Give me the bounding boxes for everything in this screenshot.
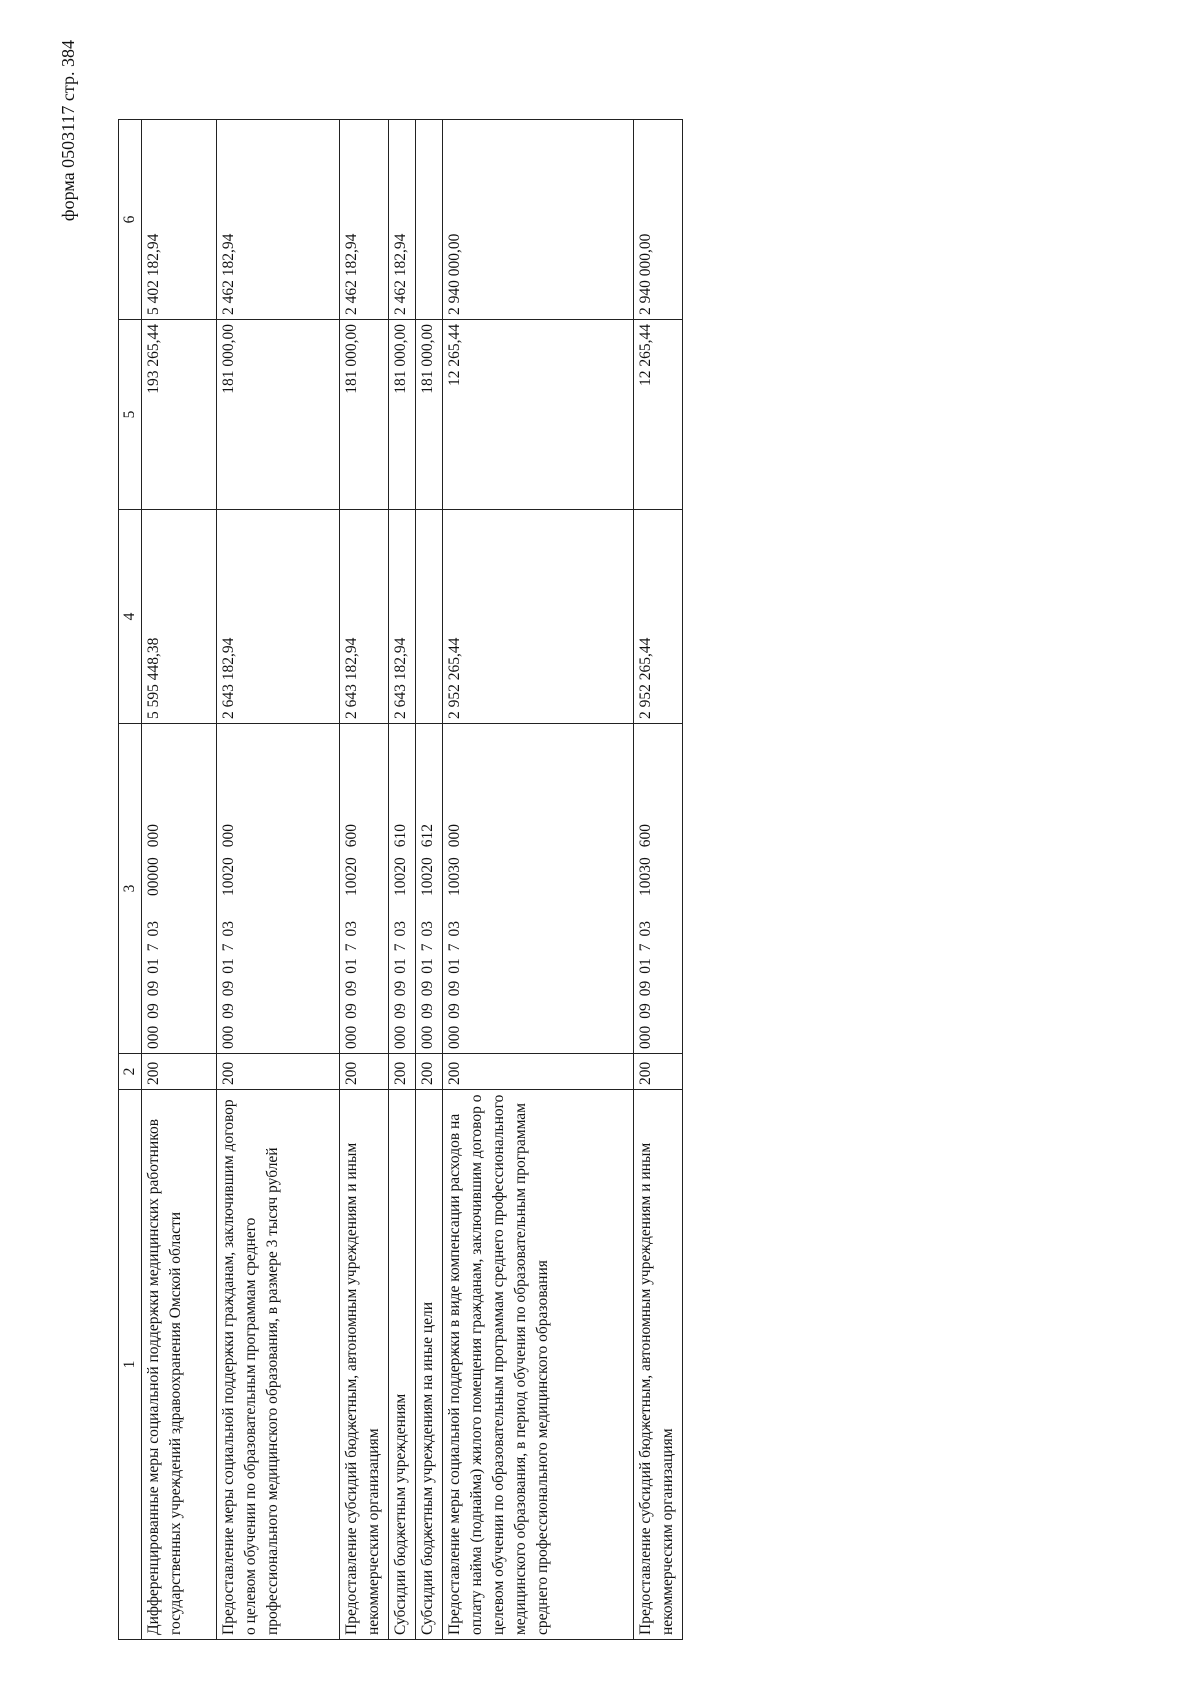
row-line-code: 200 <box>340 1054 389 1090</box>
row-unexecuted-amount: 5 402 182,94 <box>142 120 217 320</box>
budget-code-part: 09 <box>145 1003 162 1019</box>
budget-code-part: 03 <box>419 921 436 937</box>
row-approved-amount: 5 595 448,38 <box>142 510 217 724</box>
budget-code-part: 03 <box>392 921 409 937</box>
budget-code-part: 600 <box>343 824 360 848</box>
row-budget-code <box>416 724 443 1054</box>
budget-code-part: 09 <box>446 1003 463 1019</box>
budget-code-part: 000 <box>343 1025 360 1049</box>
budget-code-part: 7 <box>392 943 409 952</box>
column-number-row <box>119 120 142 1640</box>
budget-code-part: 03 <box>145 921 162 937</box>
row-budget-code <box>217 724 340 1054</box>
budget-code-part: 7 <box>145 943 162 952</box>
report-table-rotated <box>118 120 758 1640</box>
row-budget-code <box>142 724 217 1054</box>
table-row <box>443 120 634 1640</box>
row-name: Предоставление меры социальной поддержки в виде компенсации расходов на оплату найма (поднайма) жилого помещения гражданам, заключившим договор о целевом обучении по образовательным программам среднего профессионального медицинского образования, в период обучения по образовательным программам среднего профессионального медицинского образования <box>443 1090 634 1640</box>
budget-code-part: 09 <box>637 1003 654 1019</box>
budget-code-part: 7 <box>637 943 654 952</box>
row-executed-amount: 12 265,44 <box>443 320 634 510</box>
budget-code-part: 09 <box>220 980 237 997</box>
column-header-4: 4 <box>119 510 142 724</box>
budget-code-part: 01 <box>392 958 409 974</box>
row-unexecuted-amount <box>416 120 443 320</box>
row-approved-amount: 2 643 182,94 <box>340 510 389 724</box>
row-line-code: 200 <box>634 1054 683 1090</box>
row-unexecuted-amount: 2 462 182,94 <box>340 120 389 320</box>
row-executed-amount: 181 000,00 <box>340 320 389 510</box>
budget-code-part: 01 <box>343 958 360 974</box>
row-approved-amount: 2 952 265,44 <box>443 510 634 724</box>
budget-code-part: 000 <box>637 1025 654 1049</box>
budget-code-part: 09 <box>392 980 409 997</box>
budget-code-part: 01 <box>446 958 463 974</box>
budget-code-part: 09 <box>446 980 463 997</box>
row-name: Предоставление субсидий бюджетным, автономным учреждениям и иным некоммерческим организациям <box>634 1090 683 1640</box>
budget-code-part: 7 <box>446 943 463 952</box>
row-unexecuted-amount: 2 940 000,00 <box>634 120 683 320</box>
budget-code-part: 09 <box>220 1003 237 1019</box>
budget-code-part: 01 <box>220 958 237 974</box>
budget-code-part: 09 <box>419 1003 436 1019</box>
budget-code-part: 09 <box>419 980 436 997</box>
budget-code-part: 000 <box>446 1025 463 1049</box>
budget-code-part: 000 <box>392 1025 409 1049</box>
budget-code-part: 10020 <box>220 857 237 896</box>
row-unexecuted-amount: 2 940 000,00 <box>443 120 634 320</box>
budget-code-part: 09 <box>343 1003 360 1019</box>
table-row <box>416 120 443 1640</box>
budget-code-part: 000 <box>419 1025 436 1049</box>
page-header <box>48 40 88 260</box>
budget-code-part: 000 <box>145 1025 162 1049</box>
table-row <box>389 120 416 1640</box>
budget-code-part: 09 <box>392 1003 409 1019</box>
table-row <box>142 120 217 1640</box>
budget-code-part: 610 <box>392 824 409 848</box>
budget-code-part: 01 <box>145 958 162 974</box>
row-line-code: 200 <box>416 1054 443 1090</box>
row-name: Субсидии бюджетным учреждениям на иные цели <box>416 1090 443 1640</box>
table-row <box>340 120 389 1640</box>
budget-code-part: 10030 <box>446 857 463 896</box>
budget-code-part: 10020 <box>343 857 360 896</box>
row-budget-code <box>340 724 389 1054</box>
budget-code-part: 10020 <box>419 857 436 896</box>
row-executed-amount: 181 000,00 <box>389 320 416 510</box>
budget-code-part: 03 <box>343 921 360 937</box>
row-budget-code <box>634 724 683 1054</box>
row-name: Предоставление меры социальной поддержки гражданам, заключившим договор о целевом обучении по образовательным программам среднего профессионального медицинского образования, в размере 3 тысяч рублей <box>217 1090 340 1640</box>
budget-code-part: 09 <box>637 980 654 997</box>
row-name: Предоставление субсидий бюджетным, автономным учреждениям и иным некоммерческим организациям <box>340 1090 389 1640</box>
budget-code-part: 000 <box>446 824 463 848</box>
row-name: Дифференцированные меры социальной поддержки медицинских работников государственных учреждений здравоохранения Омской области <box>142 1090 217 1640</box>
report-table-container <box>118 120 758 1640</box>
column-header-3: 3 <box>119 724 142 1054</box>
budget-code-part: 03 <box>446 921 463 937</box>
column-header-6: 6 <box>119 120 142 320</box>
budget-code-part: 03 <box>637 921 654 937</box>
budget-code-part: 01 <box>419 958 436 974</box>
budget-code-part: 10030 <box>637 857 654 896</box>
row-approved-amount <box>416 510 443 724</box>
budget-code-part: 03 <box>220 921 237 937</box>
row-approved-amount: 2 643 182,94 <box>217 510 340 724</box>
column-header-2: 2 <box>119 1054 142 1090</box>
column-header-1: 1 <box>119 1090 142 1640</box>
report-table <box>118 119 683 1640</box>
row-budget-code <box>389 724 416 1054</box>
row-line-code: 200 <box>443 1054 634 1090</box>
row-line-code: 200 <box>217 1054 340 1090</box>
row-approved-amount: 2 952 265,44 <box>634 510 683 724</box>
row-executed-amount: 12 265,44 <box>634 320 683 510</box>
row-executed-amount: 193 265,44 <box>142 320 217 510</box>
budget-code-part: 600 <box>637 824 654 848</box>
row-executed-amount: 181 000,00 <box>217 320 340 510</box>
budget-code-part: 10020 <box>392 857 409 896</box>
row-executed-amount: 181 000,00 <box>416 320 443 510</box>
form-label: форма 0503117 стр. 384 <box>58 40 78 222</box>
row-budget-code <box>443 724 634 1054</box>
row-line-code: 200 <box>389 1054 416 1090</box>
row-approved-amount: 2 643 182,94 <box>389 510 416 724</box>
table-row <box>217 120 340 1640</box>
budget-code-part: 7 <box>419 943 436 952</box>
budget-code-part: 09 <box>145 980 162 997</box>
budget-code-part: 09 <box>343 980 360 997</box>
row-unexecuted-amount: 2 462 182,94 <box>217 120 340 320</box>
budget-code-part: 7 <box>220 943 237 952</box>
budget-code-part: 000 <box>220 824 237 848</box>
table-row <box>634 120 683 1640</box>
row-line-code: 200 <box>142 1054 217 1090</box>
budget-code-part: 7 <box>343 943 360 952</box>
row-unexecuted-amount: 2 462 182,94 <box>389 120 416 320</box>
budget-code-part: 01 <box>637 958 654 974</box>
row-name: Субсидии бюджетным учреждениям <box>389 1090 416 1640</box>
column-header-5: 5 <box>119 320 142 510</box>
budget-code-part: 000 <box>145 824 162 848</box>
budget-code-part: 000 <box>220 1025 237 1049</box>
budget-code-part: 612 <box>419 824 436 848</box>
budget-code-part: 00000 <box>145 857 162 896</box>
